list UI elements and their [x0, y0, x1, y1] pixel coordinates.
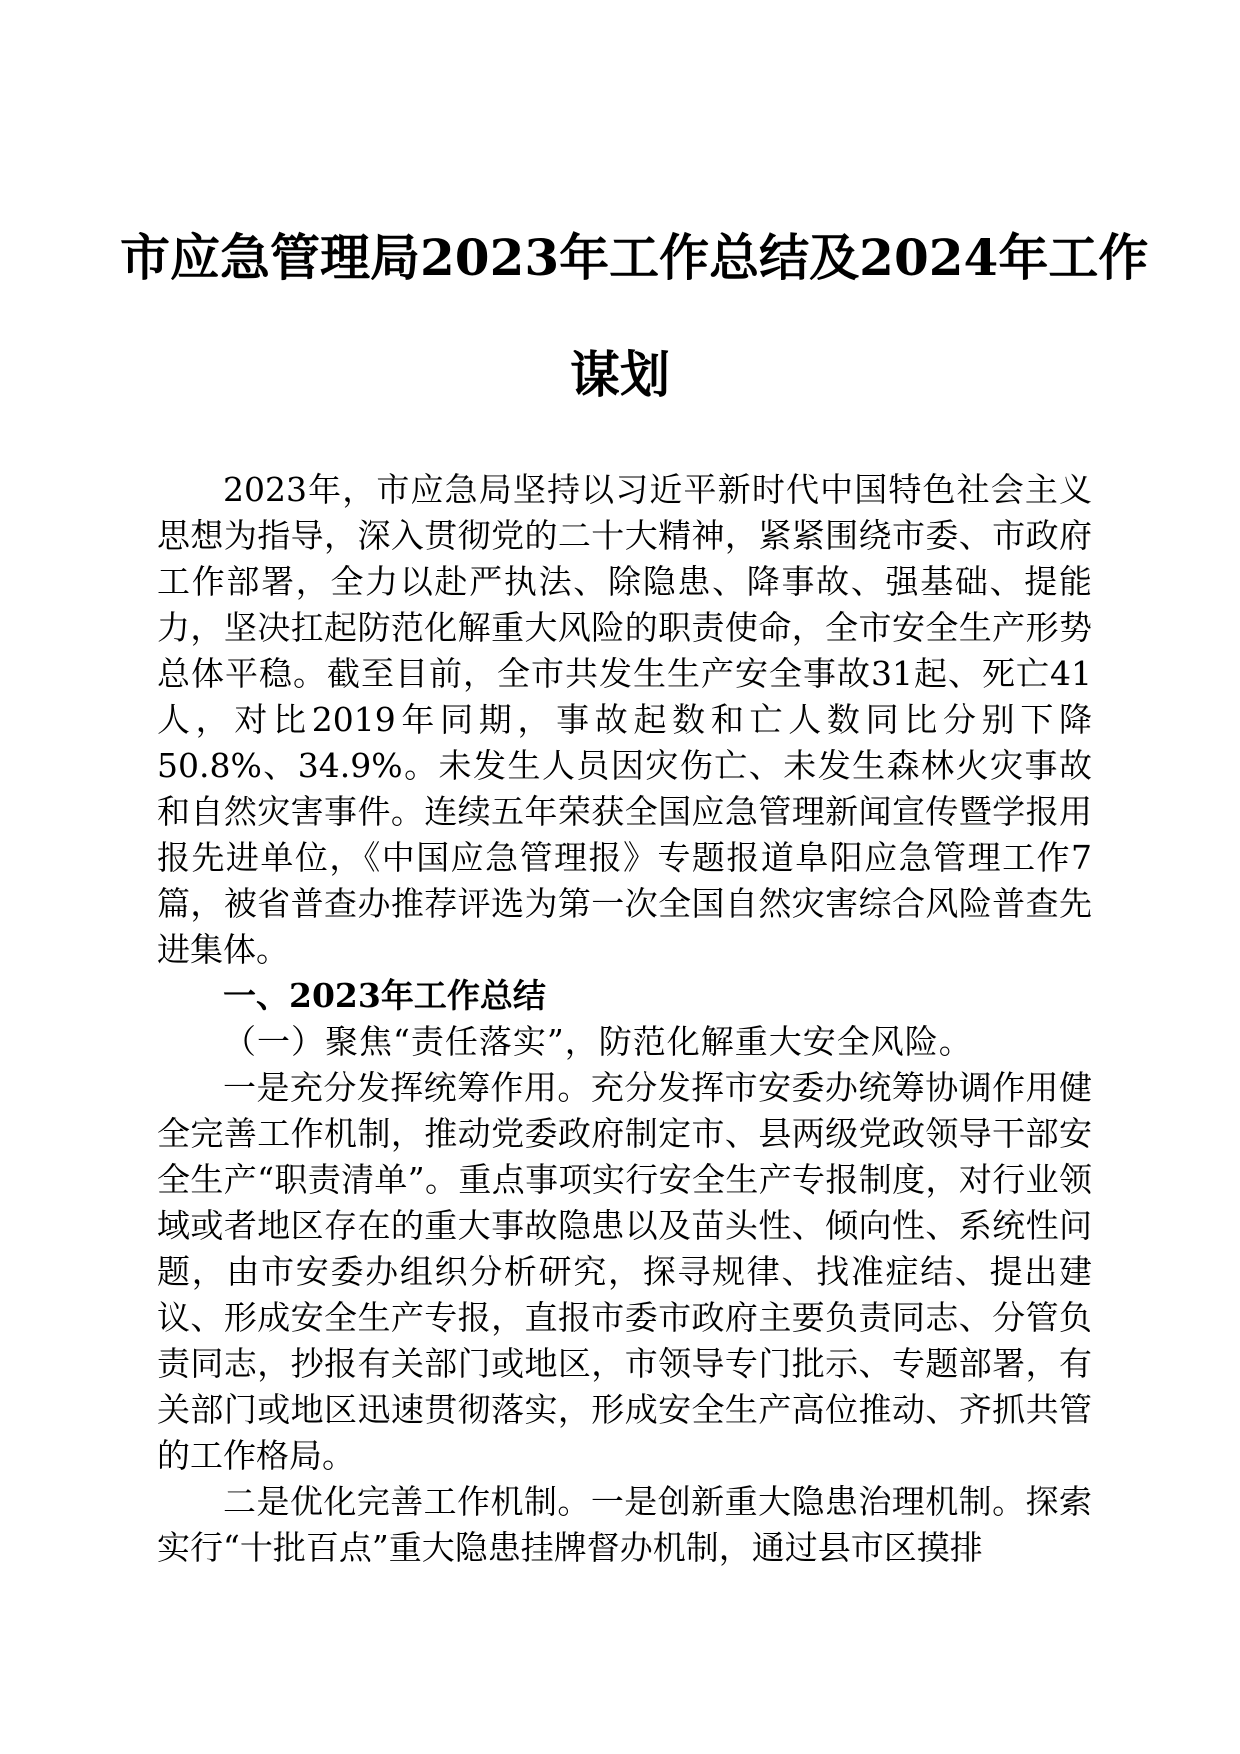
section-heading: 一、2023年工作总结 — [223, 976, 546, 1015]
document-title-line-2: 谋划 — [570, 345, 670, 404]
document-title-line-1: 市应急管理局2023年工作总结及2024年工作 — [120, 228, 1149, 287]
subsection-heading: （一）聚焦“责任落实”，防范化解重大安全风险。 — [223, 1022, 973, 1061]
body-paragraph: 一是充分发挥统筹作用。充分发挥市安委办统筹协调作用健全完善工作机制，推动党委政府制定市、县两级党政领导干部安全生产“职责清单”。重点事项实行安全生产专报制度，对行业领域或者地区存在的重大事故隐患以及苗头性、倾向性、系统性问题，由市安委办组织分析研究，探寻规律、找准症结、提出建议、形成安全生产专报，直报市委市政府主要负责同志、分管负责同志，抄报有关部门或地区，市领导专门批示、专题部署，有关部门或地区迅速贯彻落实，形成安全生产高位推动、齐抓共管的工作格局。 — [157, 1068, 1092, 1475]
body-paragraph: 二是优化完善工作机制。一是创新重大隐患治理机制。探索实行“十批百点”重大隐患挂牌督办机制，通过县市区摸排 — [157, 1482, 1092, 1567]
intro-paragraph: 2023年，市应急局坚持以习近平新时代中国特色社会主义思想为指导，深入贯彻党的二十大精神，紧紧围绕市委、市政府工作部署，全力以赴严执法、除隐患、降事故、强基础、提能力，坚决扛起防范化解重大风险的职责使命，全市安全生产形势总体平稳。截至目前，全市共发生生产安全事故31起、死亡41人，对比2019年同期，事故起数和亡人数同比分别下降50.8%、34.9%。未发生人员因灾伤亡、未发生森林火灾事故和自然灾害事件。连续五年荣获全国应急管理新闻宣传暨学报用报先进单位，《中国应急管理报》专题报道阜阳应急管理工作7篇，被省普查办推荐评选为第一次全国自然灾害综合风险普查先进集体。 — [157, 470, 1092, 969]
document-body — [157, 467, 1092, 1571]
